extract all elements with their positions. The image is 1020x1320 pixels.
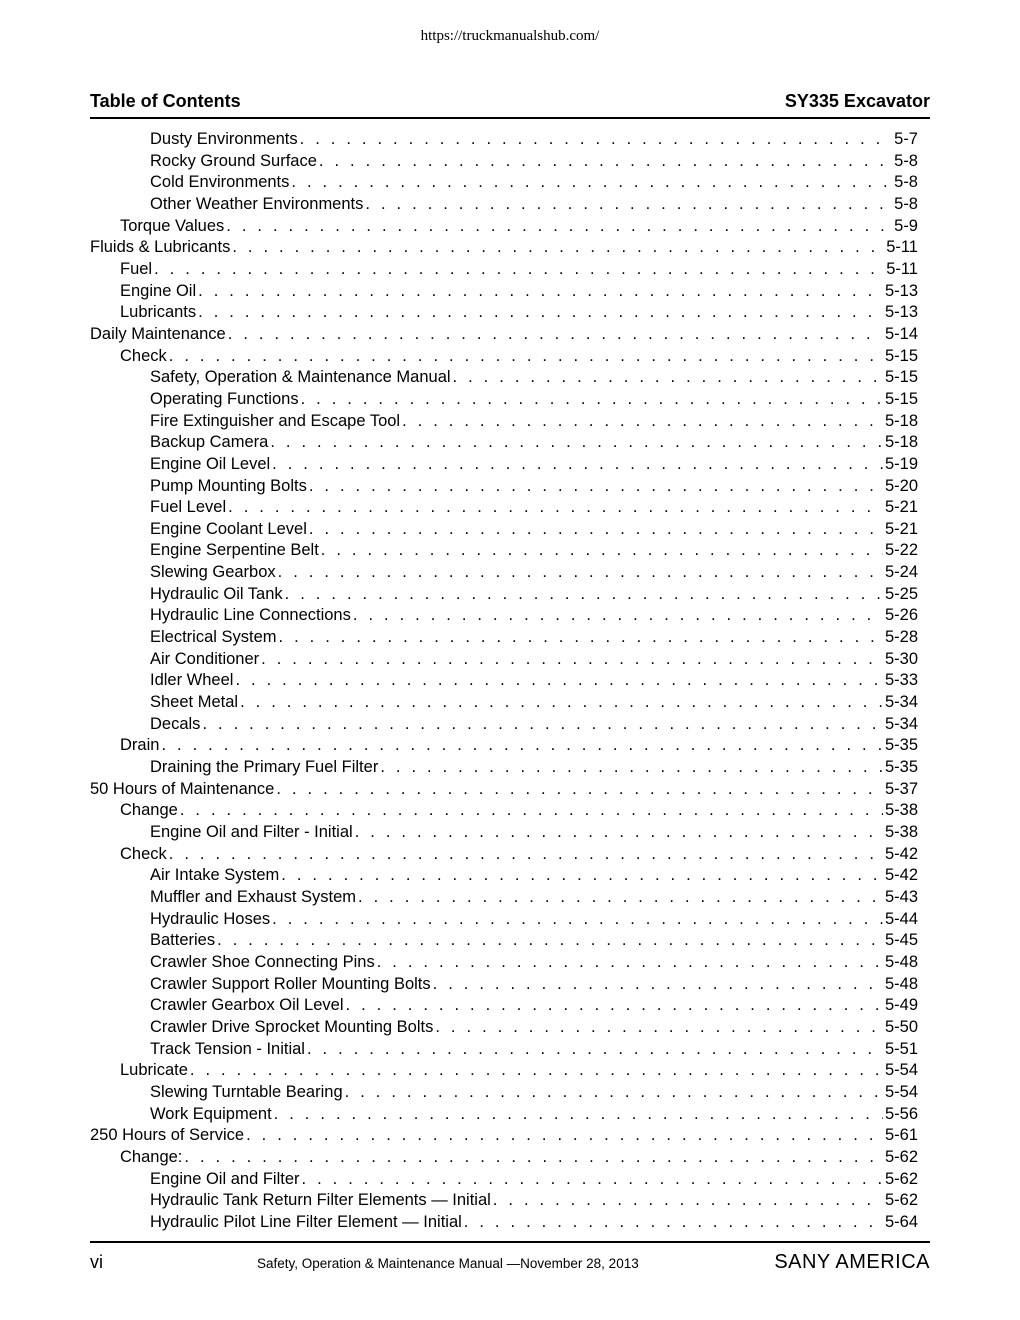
toc-entry-title: Operating Functions xyxy=(150,389,299,408)
toc-entry-page: 5-19 xyxy=(884,454,918,473)
toc-entry-page: 5-62 xyxy=(884,1147,918,1166)
toc-dot-leader xyxy=(232,237,884,259)
toc-entry-page: 5-28 xyxy=(884,628,918,647)
toc-dot-leader xyxy=(493,1190,883,1212)
toc-entry-page: 5-51 xyxy=(884,1039,918,1058)
toc-entry[interactable] xyxy=(90,974,918,996)
toc-entry[interactable] xyxy=(90,259,918,281)
toc-dot-leader xyxy=(321,540,883,562)
toc-entry-title: Idler Wheel xyxy=(150,671,234,690)
toc-dot-leader xyxy=(380,757,883,779)
toc-entry[interactable] xyxy=(90,1212,918,1234)
toc-entry[interactable] xyxy=(90,302,918,324)
toc-entry[interactable] xyxy=(90,476,918,498)
toc-dot-leader xyxy=(272,909,883,931)
toc-dot-leader xyxy=(198,302,883,324)
toc-entry-page: 5-62 xyxy=(884,1169,918,1188)
toc-entry[interactable] xyxy=(90,151,918,173)
toc-entry-title: Air Conditioner xyxy=(150,649,260,668)
toc-entry[interactable] xyxy=(90,389,918,411)
toc-entry-page: 5-33 xyxy=(884,671,918,690)
toc-entry[interactable] xyxy=(90,519,918,541)
toc-entry-title: Fuel xyxy=(120,259,153,278)
toc-entry[interactable] xyxy=(90,1017,918,1039)
table-of-contents xyxy=(90,129,918,1233)
toc-entry-title: Hydraulic Line Connections xyxy=(150,606,351,625)
toc-entry-page: 5-61 xyxy=(884,1126,918,1145)
toc-entry-page: 5-42 xyxy=(884,844,918,863)
toc-dot-leader xyxy=(279,627,883,649)
toc-entry-page: 5-34 xyxy=(884,693,918,712)
toc-entry-page: 5-8 xyxy=(894,194,918,213)
toc-entry[interactable] xyxy=(90,1104,918,1126)
toc-entry-title: Crawler Shoe Connecting Pins xyxy=(150,952,375,971)
toc-entry-page: 5-42 xyxy=(884,866,918,885)
toc-dot-leader xyxy=(301,389,883,411)
toc-entry-title: Safety, Operation & Maintenance Manual xyxy=(150,368,451,387)
toc-entry-page: 5-62 xyxy=(884,1191,918,1210)
toc-entry[interactable] xyxy=(90,844,918,866)
toc-entry-page: 5-25 xyxy=(884,584,918,603)
toc-dot-leader xyxy=(228,497,883,519)
toc-dot-leader xyxy=(246,1125,883,1147)
toc-entry-title: Electrical System xyxy=(150,628,277,647)
toc-entry[interactable] xyxy=(90,865,918,887)
header-rule xyxy=(90,117,930,119)
toc-entry-page: 5-34 xyxy=(884,714,918,733)
toc-entry[interactable] xyxy=(90,605,918,627)
toc-entry-page: 5-35 xyxy=(884,736,918,755)
toc-entry[interactable] xyxy=(90,346,918,368)
toc-entry[interactable] xyxy=(90,432,918,454)
toc-entry[interactable] xyxy=(90,216,918,238)
toc-entry[interactable] xyxy=(90,995,918,1017)
toc-dot-leader xyxy=(433,974,883,996)
toc-entry-title: Crawler Support Roller Mounting Bolts xyxy=(150,974,431,993)
toc-entry-title: Engine Oil Level xyxy=(150,454,271,473)
toc-entry[interactable] xyxy=(90,1082,918,1104)
toc-entry-title: Engine Oil xyxy=(120,281,197,300)
toc-entry-page: 5-24 xyxy=(884,563,918,582)
toc-entry-page: 5-64 xyxy=(884,1212,918,1231)
toc-entry[interactable] xyxy=(90,1147,918,1169)
toc-entry-page: 5-48 xyxy=(884,974,918,993)
toc-dot-leader xyxy=(302,1169,883,1191)
toc-entry-title: Batteries xyxy=(150,931,216,950)
toc-entry-title: Cold Environments xyxy=(150,173,290,192)
header-title: Table of Contents xyxy=(90,91,241,111)
toc-entry-page: 5-11 xyxy=(886,259,918,278)
toc-entry-title: Draining the Primary Fuel Filter xyxy=(150,758,379,777)
toc-dot-leader xyxy=(261,649,883,671)
toc-entry-title: Lubricants xyxy=(120,303,197,322)
toc-entry-page: 5-49 xyxy=(884,996,918,1015)
toc-dot-leader xyxy=(274,1104,883,1126)
toc-dot-leader xyxy=(309,476,883,498)
toc-entry-page: 5-14 xyxy=(884,324,918,343)
toc-entry[interactable] xyxy=(90,1125,918,1147)
toc-entry-page: 5-8 xyxy=(894,173,918,192)
toc-entry-title: 50 Hours of Maintenance xyxy=(90,779,275,798)
toc-dot-leader xyxy=(285,584,883,606)
toc-dot-leader xyxy=(353,605,883,627)
toc-dot-leader xyxy=(346,995,883,1017)
toc-entry[interactable] xyxy=(90,1039,918,1061)
toc-entry[interactable] xyxy=(90,194,918,216)
toc-dot-leader xyxy=(276,779,883,801)
toc-dot-leader xyxy=(217,930,883,952)
toc-entry-title: Backup Camera xyxy=(150,433,269,452)
toc-entry-title: Rocky Ground Surface xyxy=(150,151,317,170)
toc-dot-leader xyxy=(345,1082,883,1104)
toc-dot-leader xyxy=(198,281,883,303)
toc-dot-leader xyxy=(270,432,883,454)
toc-entry-page: 5-15 xyxy=(884,368,918,387)
toc-entry-page: 5-37 xyxy=(884,779,918,798)
toc-entry-title: Engine Coolant Level xyxy=(150,519,307,538)
toc-entry-title: Lubricate xyxy=(120,1061,188,1080)
toc-entry-title: Slewing Gearbox xyxy=(150,563,276,582)
toc-dot-leader xyxy=(300,129,893,151)
toc-dot-leader xyxy=(464,1212,883,1234)
toc-entry-page: 5-21 xyxy=(884,498,918,517)
toc-entry-page: 5-54 xyxy=(884,1061,918,1080)
toc-entry-page: 5-9 xyxy=(894,216,918,235)
toc-entry-title: Hydraulic Tank Return Filter Elements — Initial xyxy=(150,1191,491,1210)
toc-entry-page: 5-13 xyxy=(884,281,918,300)
toc-entry-page: 5-43 xyxy=(884,887,918,906)
toc-entry-title: Fuel Level xyxy=(150,498,227,517)
toc-entry-page: 5-7 xyxy=(894,130,918,148)
toc-entry[interactable] xyxy=(90,497,918,519)
toc-entry-title: Torque Values xyxy=(120,216,225,235)
footer-rule xyxy=(90,1241,930,1243)
toc-entry[interactable] xyxy=(90,909,918,931)
toc-entry-page: 5-54 xyxy=(884,1082,918,1101)
toc-entry[interactable] xyxy=(90,670,918,692)
toc-entry-title: Crawler Drive Sprocket Mounting Bolts xyxy=(150,1017,434,1036)
page-header xyxy=(90,91,930,112)
toc-entry[interactable] xyxy=(90,800,918,822)
toc-dot-leader xyxy=(226,216,892,238)
footer-brand: SANY AMERICA xyxy=(774,1251,930,1273)
toc-entry-title: Check xyxy=(120,844,167,863)
toc-entry-page: 5-22 xyxy=(884,541,918,560)
toc-entry[interactable] xyxy=(90,649,918,671)
toc-entry[interactable] xyxy=(90,129,918,151)
toc-entry-title: Hydraulic Pilot Line Filter Element — Initial xyxy=(150,1212,462,1231)
footer-manual-title: Safety, Operation & Maintenance Manual —November 28, 2013 xyxy=(257,1256,639,1271)
toc-dot-leader xyxy=(355,822,883,844)
toc-entry-title: 250 Hours of Service xyxy=(90,1126,245,1145)
toc-entry-page: 5-50 xyxy=(884,1017,918,1036)
toc-dot-leader xyxy=(402,411,883,433)
toc-entry-page: 5-20 xyxy=(884,476,918,495)
toc-entry[interactable] xyxy=(90,930,918,952)
toc-entry-page: 5-11 xyxy=(886,238,918,257)
toc-entry-page: 5-44 xyxy=(884,909,918,928)
toc-entry-page: 5-30 xyxy=(884,649,918,668)
toc-entry-title: Crawler Gearbox Oil Level xyxy=(150,996,344,1015)
toc-entry[interactable] xyxy=(90,367,918,389)
toc-dot-leader xyxy=(377,952,883,974)
toc-entry-page: 5-15 xyxy=(884,389,918,408)
toc-dot-leader xyxy=(228,324,883,346)
toc-entry-title: Hydraulic Oil Tank xyxy=(150,584,283,603)
toc-entry[interactable] xyxy=(90,952,918,974)
toc-entry[interactable] xyxy=(90,692,918,714)
toc-entry[interactable] xyxy=(90,735,918,757)
toc-entry[interactable] xyxy=(90,627,918,649)
toc-entry-title: Fire Extinguisher and Escape Tool xyxy=(150,411,401,430)
toc-entry[interactable] xyxy=(90,281,918,303)
toc-entry-title: Track Tension - Initial xyxy=(150,1039,305,1058)
toc-entry-page: 5-26 xyxy=(884,606,918,625)
toc-entry[interactable] xyxy=(90,822,918,844)
toc-entry[interactable] xyxy=(90,887,918,909)
toc-entry-page: 5-8 xyxy=(894,151,918,170)
toc-entry-title: Work Equipment xyxy=(150,1104,272,1123)
toc-entry-title: Engine Oil and Filter - Initial xyxy=(150,823,353,841)
toc-entry-title: Sheet Metal xyxy=(150,693,239,712)
toc-entry[interactable] xyxy=(90,454,918,476)
toc-entry-title: Decals xyxy=(150,714,201,733)
toc-dot-leader xyxy=(154,259,884,281)
toc-dot-leader xyxy=(358,887,883,909)
toc-entry[interactable] xyxy=(90,714,918,736)
toc-dot-leader xyxy=(319,151,892,173)
toc-dot-leader xyxy=(291,172,892,194)
toc-dot-leader xyxy=(161,735,883,757)
toc-entry-page: 5-38 xyxy=(884,823,918,841)
toc-entry-title: Pump Mounting Bolts xyxy=(150,476,307,495)
toc-dot-leader xyxy=(365,194,892,216)
toc-entry-title: Air Intake System xyxy=(150,866,280,885)
toc-dot-leader xyxy=(235,670,883,692)
toc-entry-title: Change: xyxy=(120,1147,183,1166)
toc-entry[interactable] xyxy=(90,1060,918,1082)
toc-entry-title: Fluids & Lubricants xyxy=(90,238,231,257)
toc-dot-leader xyxy=(272,454,883,476)
toc-dot-leader xyxy=(190,1060,883,1082)
toc-entry-page: 5-48 xyxy=(884,952,918,971)
toc-entry-title: Other Weather Environments xyxy=(150,194,364,213)
toc-dot-leader xyxy=(309,519,883,541)
toc-dot-leader xyxy=(307,1039,883,1061)
toc-entry-page: 5-18 xyxy=(884,411,918,430)
toc-entry[interactable] xyxy=(90,562,918,584)
toc-entry[interactable] xyxy=(90,540,918,562)
toc-entry-title: Check xyxy=(120,346,167,365)
toc-entry-page: 5-18 xyxy=(884,433,918,452)
toc-entry-title: Slewing Turntable Bearing xyxy=(150,1082,343,1101)
source-url[interactable]: https://truckmanualshub.com/ xyxy=(420,28,600,44)
toc-entry-title: Muffler and Exhaust System xyxy=(150,887,357,906)
toc-entry[interactable] xyxy=(90,324,918,346)
toc-entry-page: 5-13 xyxy=(884,303,918,322)
toc-entry-title: Dusty Environments xyxy=(150,130,298,148)
toc-entry-title: Change xyxy=(120,801,178,820)
toc-entry-title: Engine Oil and Filter xyxy=(150,1169,300,1188)
toc-entry[interactable] xyxy=(90,237,918,259)
toc-entry[interactable] xyxy=(90,1190,918,1212)
toc-entry[interactable] xyxy=(90,757,918,779)
toc-dot-leader xyxy=(435,1017,883,1039)
toc-entry-title: Daily Maintenance xyxy=(90,324,226,343)
toc-dot-leader xyxy=(184,1147,883,1169)
toc-dot-leader xyxy=(278,562,883,584)
footer-page-number: vi xyxy=(90,1252,103,1272)
toc-entry[interactable] xyxy=(90,1169,918,1191)
toc-entry-title: Engine Serpentine Belt xyxy=(150,541,319,560)
toc-entry[interactable] xyxy=(90,779,918,801)
toc-dot-leader xyxy=(281,865,883,887)
toc-entry[interactable] xyxy=(90,584,918,606)
toc-entry-page: 5-45 xyxy=(884,931,918,950)
toc-entry[interactable] xyxy=(90,411,918,433)
toc-entry-title: Drain xyxy=(120,736,160,755)
toc-entry-page: 5-35 xyxy=(884,758,918,777)
toc-entry-page: 5-38 xyxy=(884,801,918,820)
toc-dot-leader xyxy=(453,367,883,389)
toc-entry[interactable] xyxy=(90,172,918,194)
toc-dot-leader xyxy=(180,800,883,822)
toc-entry-page: 5-15 xyxy=(884,346,918,365)
toc-dot-leader xyxy=(240,692,883,714)
toc-dot-leader xyxy=(202,714,883,736)
toc-entry-page: 5-56 xyxy=(884,1104,918,1123)
toc-entry-page: 5-21 xyxy=(884,519,918,538)
toc-dot-leader xyxy=(169,844,883,866)
toc-entry-title: Hydraulic Hoses xyxy=(150,909,271,928)
toc-dot-leader xyxy=(169,346,883,368)
header-model: SY335 Excavator xyxy=(784,91,930,111)
